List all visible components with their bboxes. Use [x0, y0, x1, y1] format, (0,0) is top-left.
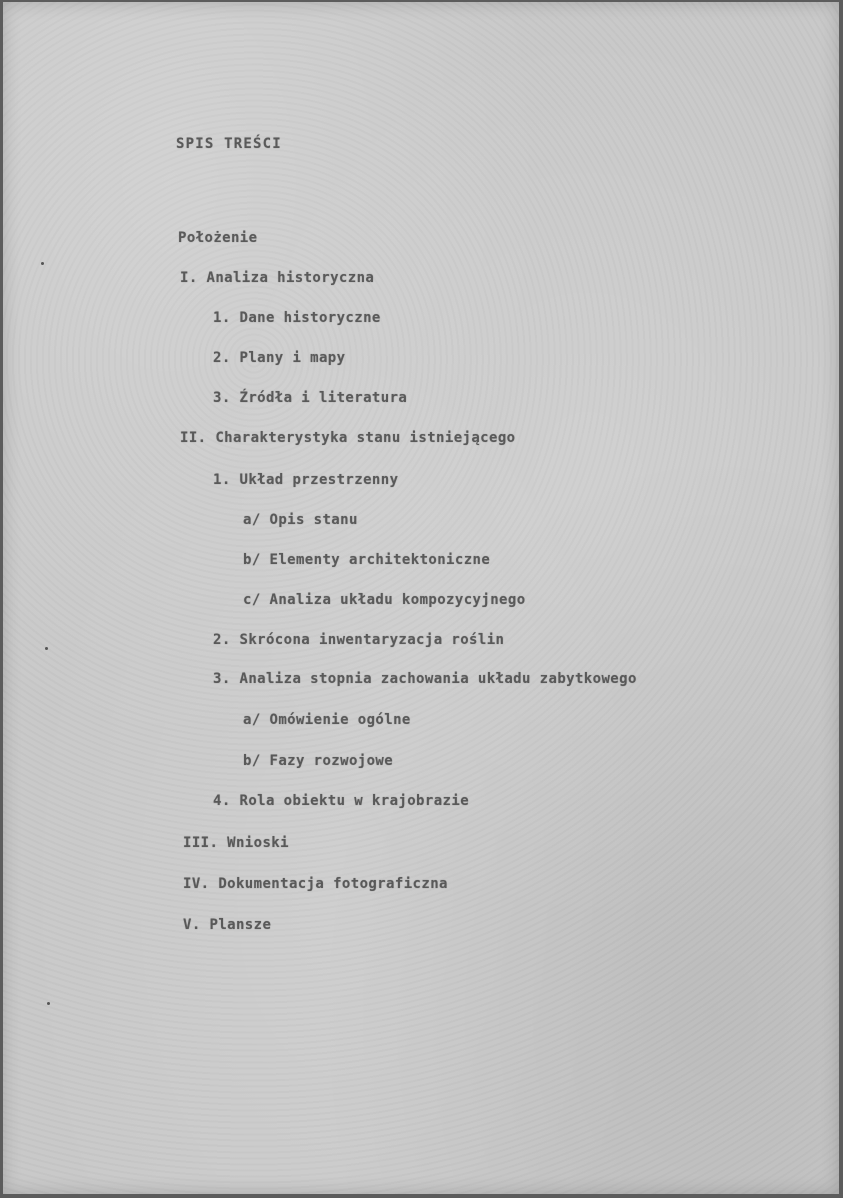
- toc-entry-1-3: 3. Źródła i literatura: [213, 390, 408, 406]
- toc-entry-section-3: III. Wnioski: [183, 835, 289, 851]
- toc-entry-2-3: 3. Analiza stopnia zachowania układu zabytkowego: [213, 671, 637, 687]
- toc-entry-polozenie: Położenie: [178, 230, 258, 246]
- toc-entry-2-1-c: c/ Analiza układu kompozycyjnego: [243, 592, 526, 608]
- toc-entry-2-2: 2. Skrócona inwentaryzacja roślin: [213, 632, 505, 648]
- punch-mark: [41, 262, 44, 265]
- toc-entry-1-1: 1. Dane historyczne: [213, 310, 381, 326]
- toc-entry-section-2: II. Charakterystyka stanu istniejącego: [180, 430, 516, 446]
- toc-entry-section-5: V. Plansze: [183, 917, 272, 933]
- toc-entry-2-4: 4. Rola obiektu w krajobrazie: [213, 793, 470, 809]
- punch-mark: [45, 647, 48, 650]
- toc-entry-2-1-a: a/ Opis stanu: [243, 512, 358, 528]
- punch-mark: [47, 1002, 50, 1005]
- toc-entry-1-2: 2. Plany i mapy: [213, 350, 346, 366]
- toc-entry-2-3-b: b/ Fazy rozwojowe: [243, 753, 394, 769]
- page-title: SPIS TREŚCI: [176, 136, 282, 152]
- toc-entry-2-3-a: a/ Omówienie ogólne: [243, 712, 411, 728]
- toc-entry-2-1-b: b/ Elementy architektoniczne: [243, 552, 491, 568]
- typewritten-page: [3, 2, 839, 1194]
- toc-entry-section-4: IV. Dokumentacja fotograficzna: [183, 876, 448, 892]
- toc-entry-section-1: I. Analiza historyczna: [180, 270, 375, 286]
- toc-entry-2-1: 1. Układ przestrzenny: [213, 472, 399, 488]
